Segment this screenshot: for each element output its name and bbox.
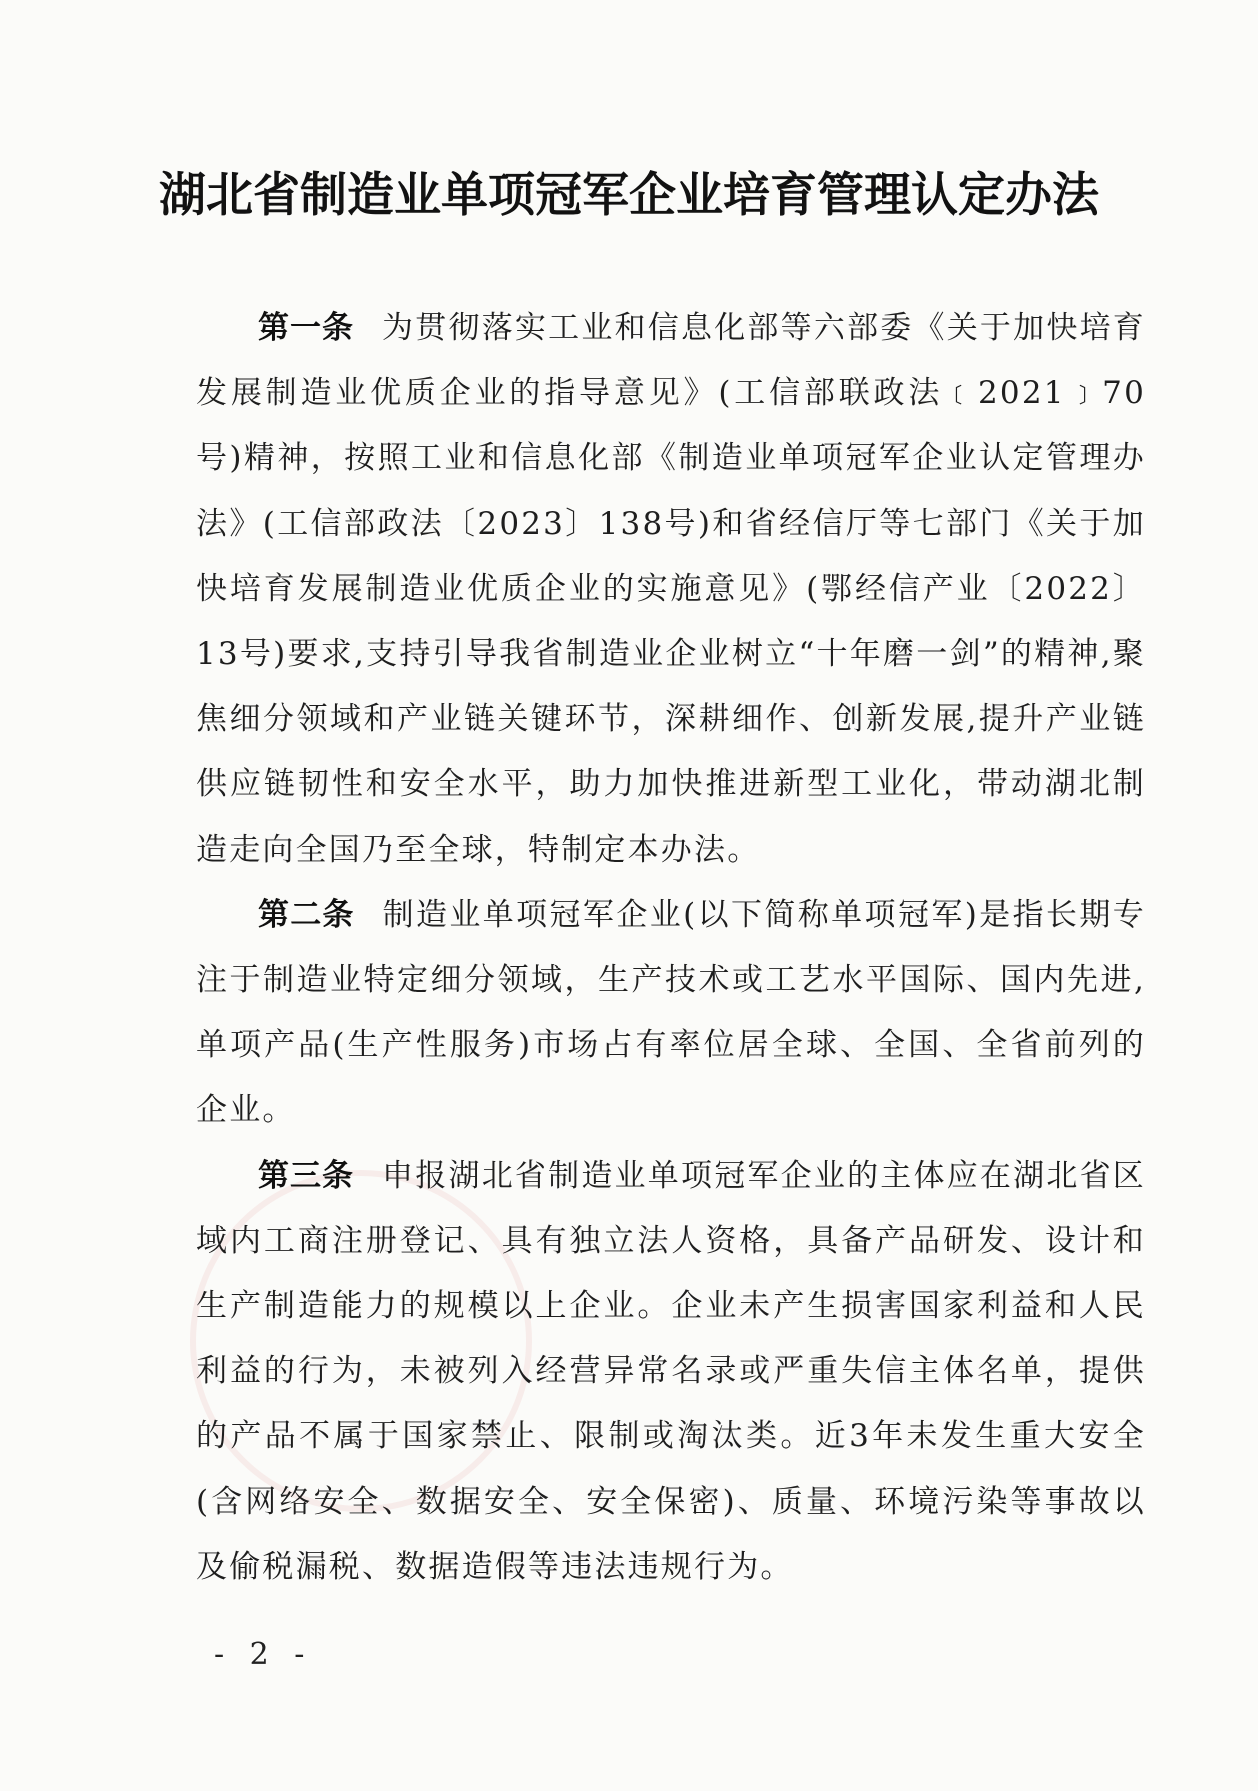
page-number: - 2 - (214, 1637, 313, 1672)
article-2 (196, 883, 1146, 1144)
document-title: 湖北省制造业单项冠军企业培育管理认定办法 (159, 168, 1099, 223)
article-3 (196, 1144, 1146, 1600)
article-1-text: 为贯彻落实工业和信息化部等六部委《关于加快培育发展制造业优质企业的指导意见》(工信部联政法﹝2021﹞70号)精神，按照工业和信息化部《制造业单项冠军企业认定管理办法》(工信部政法〔2023〕138号)和省经信厅等七部门《关于加快培育发展制造业优质企业的实施意见》(鄂经信产业〔2022〕13号)要求,支持引导我省制造业企业树立“十年磨一剑”的精神,聚焦细分领域和产业链关键环节，深耕细作、创新发展,提升产业链供应链韧性和安全水平，助力加快推进新型工业化，带动湖北制造走向全国乃至全球，特制定本办法。 (196, 310, 1146, 868)
article-1-heading: 第一条 (258, 310, 355, 346)
article-2-text: 制造业单项冠军企业(以下简称单项冠军)是指长期专注于制造业特定细分领域，生产技术或工艺水平国际、国内先进,单项产品(生产性服务)市场占有率位居全球、全国、全省前列的企业。 (196, 896, 1146, 1129)
article-1 (196, 296, 1146, 883)
document-body (196, 296, 1146, 1600)
article-3-text: 申报湖北省制造业单项冠军企业的主体应在湖北省区域内工商注册登记、具有独立法人资格，具备产品研发、设计和生产制造能力的规模以上企业。企业未产生损害国家利益和人民利益的行为，未被列入经营异常名录或严重失信主体名单，提供的产品不属于国家禁止、限制或淘汰类。近3年未发生重大安全(含网络安全、数据安全、安全保密)、质量、环境污染等事故以及偷税漏税、数据造假等违法违规行为。 (196, 1157, 1146, 1585)
article-2-heading: 第二条 (258, 896, 355, 933)
article-3-heading: 第三条 (258, 1157, 355, 1194)
